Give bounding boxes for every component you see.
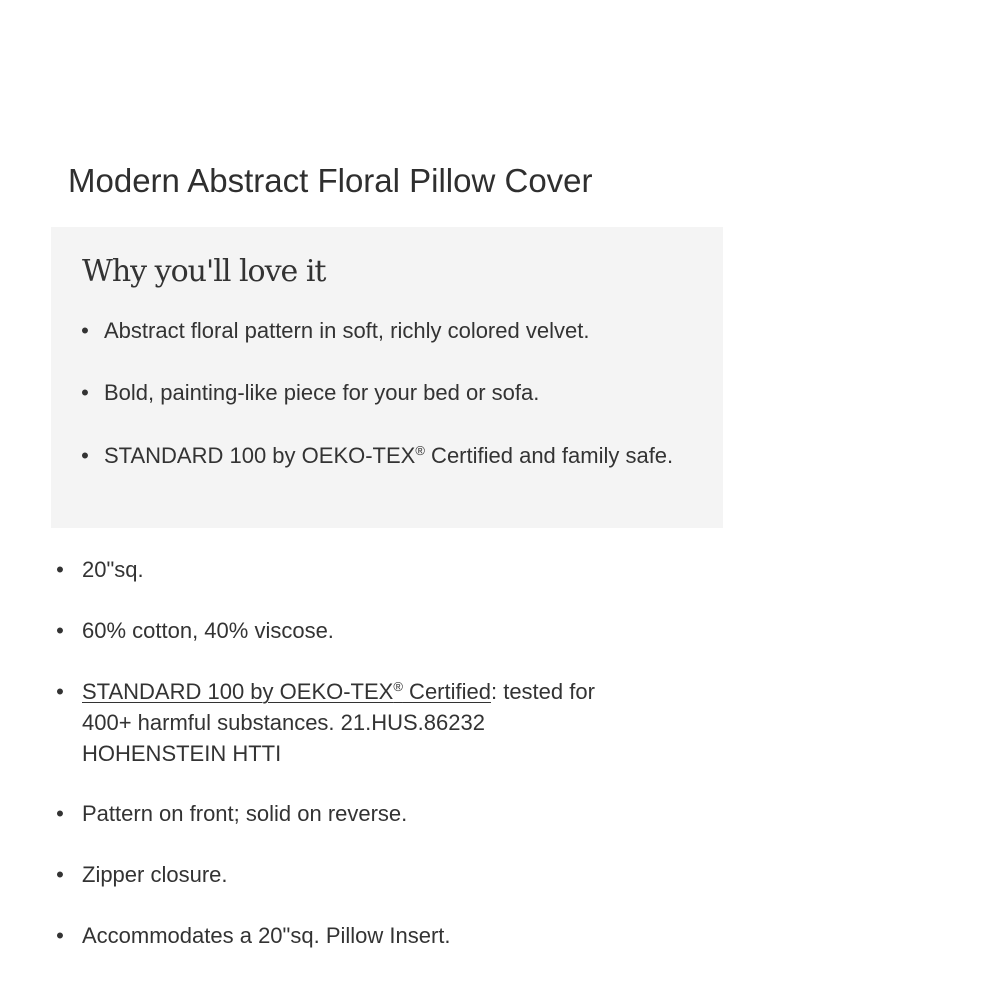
- why-youll-love-it-panel: [51, 227, 723, 528]
- spec-item: [50, 554, 610, 585]
- bullet-icon: •: [56, 618, 64, 643]
- certification-suffix: Certified and family safe.: [424, 443, 674, 468]
- spec-item: [50, 676, 610, 769]
- bullet-icon: •: [56, 923, 64, 948]
- oeko-tex-certification-link[interactable]: [82, 679, 491, 704]
- spec-item-text: 20"sq.: [82, 557, 144, 582]
- registered-mark[interactable]: ®: [393, 679, 403, 694]
- spec-item: [50, 798, 610, 829]
- registered-mark: ®: [415, 443, 425, 458]
- spec-item-text: Accommodates a 20"sq. Pillow Insert.: [82, 923, 451, 948]
- love-item: [75, 377, 675, 409]
- spec-item: [50, 859, 610, 890]
- certification-link-text[interactable]: STANDARD 100 by OEKO-TEX: [82, 679, 394, 704]
- certification-details: : tested for 400+ harmful substances. 21.HUS.86232 HOHENSTEIN HTTI: [82, 679, 595, 766]
- product-title: Modern Abstract Floral Pillow Cover: [68, 162, 593, 199]
- certification-link-suffix[interactable]: Certified: [402, 679, 491, 704]
- bullet-icon: •: [56, 679, 64, 704]
- bullet-icon: •: [81, 380, 89, 405]
- love-item: [75, 315, 675, 347]
- love-item-text: Bold, painting-like piece for your bed or sofa.: [104, 380, 540, 405]
- spec-item: [50, 615, 610, 646]
- spec-item-text: [82, 676, 602, 769]
- spec-item: [50, 920, 610, 951]
- why-youll-love-it-heading: Why you'll love it: [82, 254, 326, 289]
- spec-item-text: 60% cotton, 40% viscose.: [82, 618, 334, 643]
- bullet-icon: •: [56, 557, 64, 582]
- spec-item-text: Zipper closure.: [82, 862, 228, 887]
- bullet-icon: •: [81, 318, 89, 343]
- love-item-text: Abstract floral pattern in soft, richly colored velvet.: [104, 318, 590, 343]
- bullet-icon: •: [56, 801, 64, 826]
- love-item: [75, 440, 675, 472]
- bullet-icon: •: [81, 443, 89, 468]
- certification-name: STANDARD 100 by OEKO-TEX: [104, 443, 416, 468]
- bullet-icon: •: [56, 862, 64, 887]
- love-item-text: [104, 440, 675, 472]
- spec-item-text: Pattern on front; solid on reverse.: [82, 801, 408, 826]
